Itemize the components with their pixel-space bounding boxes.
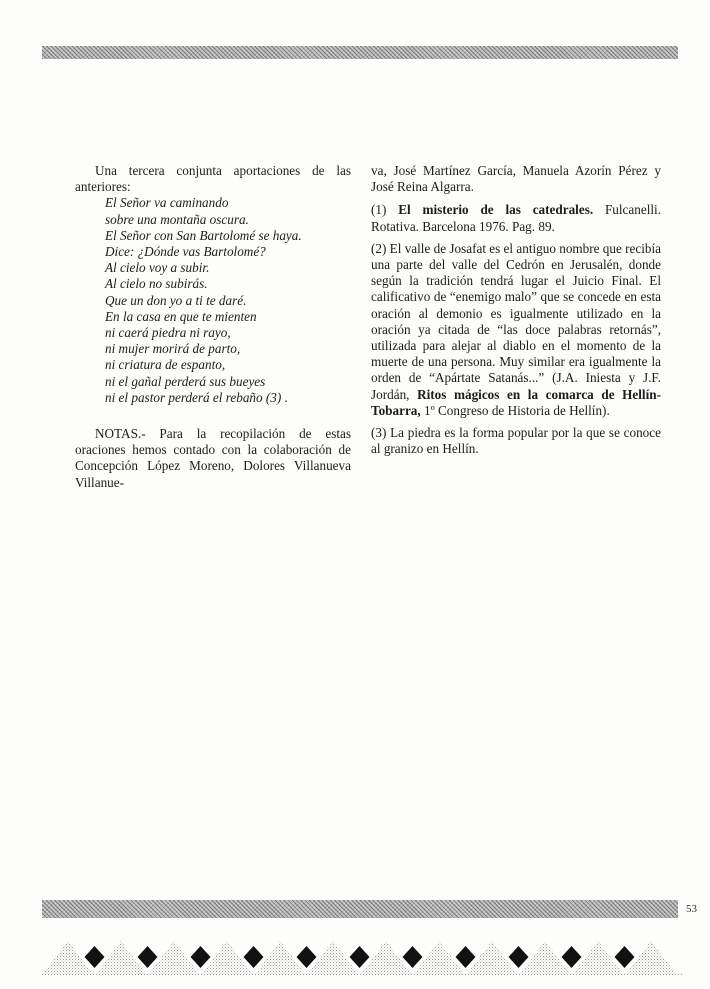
footnote-1-text: Fulcanelli. Rotativa. Barcelona 1976. Pag. 89. xyxy=(371,202,661,234)
ornament-diamond xyxy=(191,946,211,968)
footnote-2-text-b: 1º Congreso de Historia de Hellín). xyxy=(424,402,610,418)
ornament-diamond xyxy=(562,946,582,968)
poem-line: sobre una montaña oscura. xyxy=(105,211,249,227)
poem-line: El Señor va caminando xyxy=(105,195,229,211)
poem-line: En la casa en que te mienten xyxy=(105,308,257,324)
footnote-3: (3) La piedra es la forma popular por la que se conoce al granizo en Hellín. xyxy=(371,425,661,457)
prayer-poem xyxy=(105,195,351,406)
poem-line: Al cielo no subirás. xyxy=(105,276,208,292)
ornament-diamond xyxy=(297,946,317,968)
footnote-1-number: (1) xyxy=(371,202,387,218)
ornament-diamond xyxy=(615,946,635,968)
notes-paragraph: NOTAS.- Para la recopilación de estas oraciones hemos contado con la colaboración de Concepción López Moreno, Dolores Villanueva Villanue- xyxy=(75,426,351,490)
ornament-diamond xyxy=(403,946,423,968)
poem-line: El Señor con San Bartolomé se haya. xyxy=(105,227,302,243)
poem-line: ni mujer morirá de parto, xyxy=(105,341,241,357)
footnote-1 xyxy=(371,202,661,234)
footnote-1-title: El misterio de las catedrales. xyxy=(398,202,594,218)
top-decorative-band xyxy=(42,46,678,59)
poem-line: Al cielo voy a subir. xyxy=(105,260,210,276)
ornament-diamond xyxy=(509,946,529,968)
poem-line: ni criatura de espanto, xyxy=(105,357,226,373)
page-number: 53 xyxy=(686,903,697,915)
footnote-2-title: Ritos mágicos en la comarca de Hellín-Tobarra, xyxy=(371,386,661,418)
poem-line: ni el pastor perderá el rebaño (3) . xyxy=(105,389,288,405)
poem-line: Dice: ¿Dónde vas Bartolomé? xyxy=(105,244,266,260)
poem-line: ni el gañal perderá sus bueyes xyxy=(105,373,266,389)
left-column xyxy=(75,163,351,491)
continuation-paragraph: va, José Martínez García, Manuela Azorín Pérez y José Reina Algarra. xyxy=(371,163,661,195)
ornament-diamond xyxy=(85,946,105,968)
ornament-diamond xyxy=(244,946,264,968)
bottom-ornament xyxy=(42,935,682,979)
poem-line: Que un don yo a ti te daré. xyxy=(105,292,247,308)
footnote-2 xyxy=(371,241,661,419)
footnote-2-text-a: (2) El valle de Josafat es el antiguo nombre que recibía una parte del valle del Cedrón en Jerusalén, donde según la tradición tendrá lugar el Juicio Final. El calificativo de “enemigo malo” que se concede en esta oración al demonio es igualmente utilizado en la oración ya citada de “las doce palabras retornás”, utilizada para alejar al diablo en el momento de la muerte de una persona. Muy similar era igualmente la orden de “Apártate Satanás...” (J.A. Iniesta y J.F. Jordán, xyxy=(371,240,662,402)
right-column xyxy=(371,163,661,457)
ornament-diamond xyxy=(456,946,476,968)
poem-line: ni caerá piedra ni rayo, xyxy=(105,325,231,341)
ornament-diamond xyxy=(350,946,370,968)
bottom-decorative-band xyxy=(42,900,678,918)
ornament-diamond xyxy=(138,946,158,968)
intro-paragraph: Una tercera conjunta aportaciones de las anteriores: xyxy=(75,163,351,195)
